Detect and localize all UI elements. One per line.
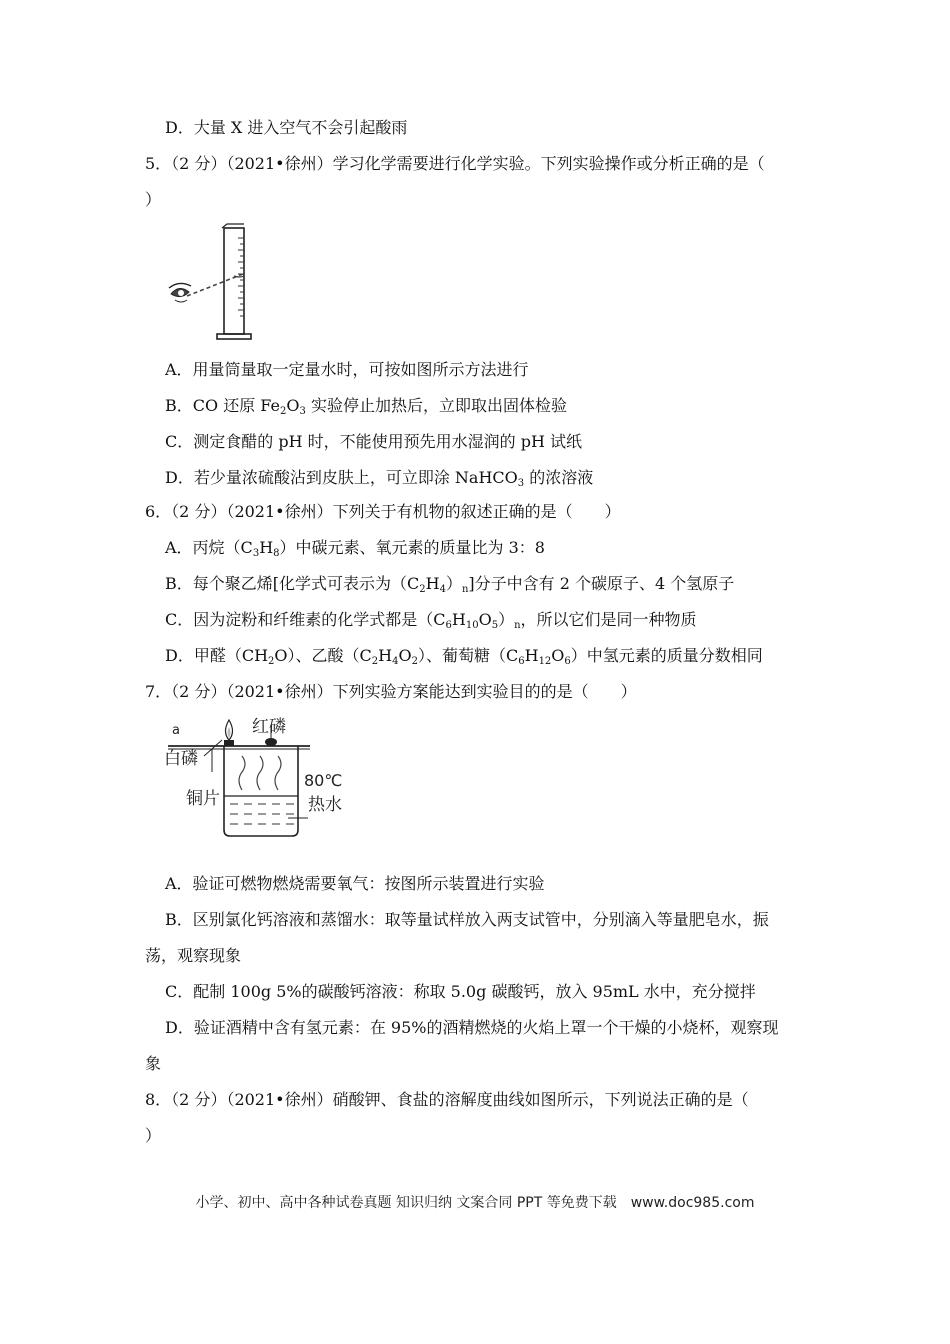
q5-option-c: C．测定食醋的 pH 时，不能使用预先用水湿润的 pH 试纸: [165, 432, 582, 451]
label-red-phosphorus: 红磷: [252, 717, 286, 737]
q4-option-d: D．大量 X 进入空气不会引起酸雨: [165, 118, 408, 137]
label-copper-plate: 铜片: [186, 789, 220, 809]
eye-icon: [169, 283, 191, 302]
q7-option-d-cont: 象: [145, 1054, 162, 1073]
q6-option-c: C．因为淀粉和纤维素的化学式都是$(C_6H_{10}O_5)_n$，所以它们是同一种物质: [165, 610, 697, 631]
q6-option-d: D．甲醛$(CH_2O)$、乙酸$(C_2H_4O_2)$、葡萄糖$(C_6H_{12}O_6)$中氢元素的质量分数相同: [165, 646, 763, 667]
q6-option-a: A．丙烷$(C_3H_8)$中碳元素、氧元素的质量比为 3：8: [165, 538, 545, 559]
graduated-cylinder-figure: [165, 222, 285, 342]
q5-option-b: B．CO 还原 $Fe_2O_3$ 实验停止加热后，立即取出固体检验: [165, 396, 567, 417]
q8-stem-close: ）: [145, 1126, 162, 1145]
q5-option-d: D．若少量浓硫酸沾到皮肤上，可立即涂 NaHCO$_3$ 的浓溶液: [165, 468, 594, 489]
label-a: a: [172, 723, 180, 738]
q5-option-a: A．用量筒量取一定量水时，可按如图所示方法进行: [165, 360, 529, 379]
q7-option-a: A．验证可燃物燃烧需要氧气：按图所示装置进行实验: [165, 874, 545, 893]
q7-option-b: B．区别氯化钙溶液和蒸馏水：取等量试样放入两支试管中，分别滴入等量肥皂水，振: [165, 910, 769, 929]
q8-stem: 8．（2 分）（2021•徐州）硝酸钾、食盐的溶解度曲线如图所示，下列说法正确的是（: [145, 1090, 749, 1109]
q7-stem: 7．（2 分）（2021•徐州）下列实验方案能达到实验目的的是（ ）: [145, 682, 637, 701]
combustion-apparatus-figure: [160, 712, 360, 842]
q7-option-d: D．验证酒精中含有氢元素：在 95%的酒精燃烧的火焰上罩一个干燥的小烧杯，观察现: [165, 1018, 779, 1037]
q5-stem: 5．（2 分）（2021•徐州）学习化学需要进行化学实验。下列实验操作或分析正确的是（: [145, 154, 765, 173]
q7-option-b-cont: 荡，观察现象: [145, 946, 242, 965]
q7-option-c: C．配制 100g 5%的碳酸钙溶液：称取 5.0g 碳酸钙，放入 95mL 水中，充分搅拌: [165, 982, 756, 1001]
label-white-phosphorus: 白磷: [164, 749, 198, 769]
page-footer: 小学、初中、高中各种试卷真题 知识归纳 文案合同 PPT 等免费下载 www.doc985.com: [195, 1195, 755, 1211]
q6-option-b: B．每个聚乙烯[化学式可表示为$(C_2H_4)_n$]分子中含有 2 个碳原子、4 个氢原子: [165, 574, 735, 595]
label-hot-water: 热水: [308, 795, 342, 815]
q6-stem: 6．（2 分）（2021•徐州）下列关于有机物的叙述正确的是（ ）: [145, 502, 621, 521]
label-temperature: 80℃: [304, 771, 343, 790]
q5-stem-close: ）: [145, 190, 162, 209]
